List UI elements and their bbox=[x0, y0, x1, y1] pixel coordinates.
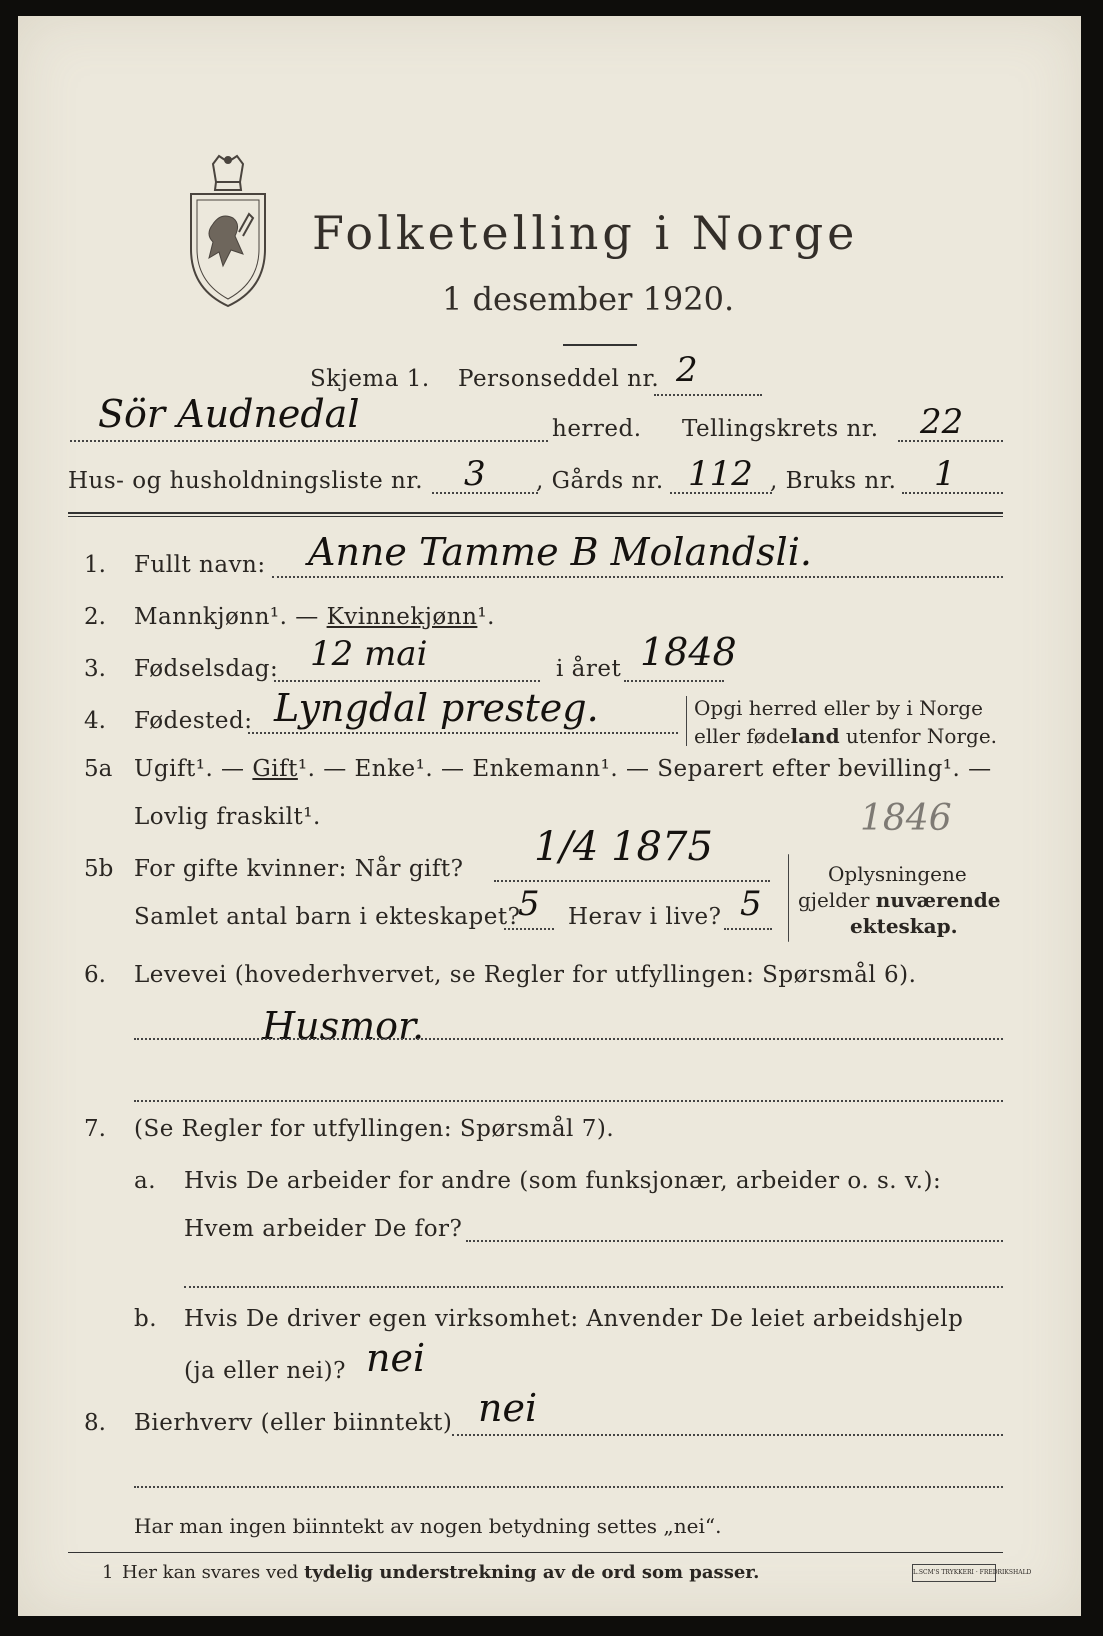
birthplace-note-bracket bbox=[686, 696, 687, 746]
status-gift-underlined: Gift bbox=[252, 756, 298, 782]
full-name-value: Anne Tamme B Molandsli. bbox=[308, 530, 812, 574]
q5a-number: 5a bbox=[84, 756, 113, 782]
birthday-value: 12 mai bbox=[310, 634, 428, 674]
side-income-line-1 bbox=[452, 1434, 1003, 1436]
q7-label: (Se Regler for utfyllingen: Spørsmål 7). bbox=[134, 1116, 615, 1142]
q3-number: 3. bbox=[84, 656, 106, 682]
personseddel-label: Personseddel nr. bbox=[458, 366, 660, 392]
tellingskrets-value: 22 bbox=[920, 402, 964, 442]
gender-female-option: Kvinnekjønn bbox=[326, 604, 478, 630]
herred-value: Sör Audnedal bbox=[98, 392, 360, 436]
q7-number: 7. bbox=[84, 1116, 106, 1142]
personseddel-value: 2 bbox=[676, 350, 698, 390]
birthplace-note-line1: Opgi herred eller by i Norge bbox=[694, 696, 983, 720]
q7a-letter: a. bbox=[134, 1168, 157, 1194]
gards-label: , Gårds nr. bbox=[536, 468, 664, 494]
q1-line bbox=[272, 576, 1003, 578]
children-alive-label: Herav i live? bbox=[568, 904, 722, 930]
birthplace-note-line2: eller fødeland utenfor Norge. bbox=[694, 724, 998, 748]
occupation-line-1 bbox=[134, 1038, 1003, 1040]
children-total-line bbox=[504, 928, 554, 930]
census-date: 1 desember 1920. bbox=[442, 280, 735, 318]
gender-male-option: Mannkjønn¹. — bbox=[134, 604, 319, 630]
printer-stamp: L.SCM'S TRYKKERI · FREDRIKSHALD bbox=[912, 1564, 996, 1582]
herred-line bbox=[70, 440, 548, 442]
status-other-options: ¹. — Enke¹. — Enkemann¹. — Separert efter bevilling¹. — bbox=[297, 756, 992, 782]
q7b-line1: Hvis De driver egen virksomhet: Anvender De leiet arbeidshjelp bbox=[184, 1306, 964, 1332]
birthday-line bbox=[274, 680, 540, 682]
skjema-label: Skjema 1. bbox=[310, 366, 430, 392]
gards-value: 112 bbox=[688, 454, 753, 494]
footnote-mark: 1 bbox=[102, 1562, 114, 1583]
q6-number: 6. bbox=[84, 962, 106, 988]
tellingskrets-label: Tellingskrets nr. bbox=[682, 416, 879, 442]
children-alive-line bbox=[724, 928, 772, 930]
header-rule-2 bbox=[68, 516, 1003, 517]
q5b-number: 5b bbox=[84, 856, 114, 882]
q8-number: 8. bbox=[84, 1410, 106, 1436]
married-date-label: For gifte kvinner: Når gift? bbox=[134, 856, 464, 882]
birthplace-value: Lyngdal presteg. bbox=[274, 686, 599, 730]
gender-footnote-mark: ¹. bbox=[477, 604, 495, 630]
husholdningsliste-label: Hus- og husholdningsliste nr. bbox=[68, 468, 424, 494]
hired-help-value: nei bbox=[366, 1336, 426, 1380]
birth-year-label: i året bbox=[556, 656, 622, 682]
title-divider bbox=[563, 344, 637, 346]
footnote-rule bbox=[68, 1552, 1003, 1553]
margin-note-1846: 1846 bbox=[860, 798, 952, 839]
birthplace-line bbox=[248, 732, 678, 734]
status-ugift: Ugift¹. — bbox=[134, 756, 245, 782]
marriage-note-line1: Oplysningene bbox=[828, 862, 967, 886]
bruks-label: , Bruks nr. bbox=[770, 468, 897, 494]
marital-status-options bbox=[134, 756, 992, 782]
birth-year-line bbox=[624, 680, 724, 682]
nei-instruction: Har man ingen biinntekt av nogen betydning settes „nei“. bbox=[134, 1514, 722, 1538]
q3-label: Fødselsdag: bbox=[134, 656, 279, 682]
marriage-note-bracket bbox=[788, 854, 789, 942]
side-income-value: nei bbox=[478, 1386, 538, 1430]
side-income-label: Bierhverv (eller biinntekt) bbox=[134, 1410, 453, 1436]
occupation-value: Husmor. bbox=[262, 1004, 425, 1048]
marriage-note-line3: ekteskap. bbox=[850, 914, 958, 938]
children-total-value: 5 bbox=[518, 884, 540, 924]
occupation-line-2 bbox=[134, 1100, 1003, 1102]
q1-label: Fullt navn: bbox=[134, 552, 266, 578]
q7b-line2: (ja eller nei)? bbox=[184, 1358, 346, 1384]
q7a-line1: Hvis De arbeider for andre (som funksjonær, arbeider o. s. v.): bbox=[184, 1168, 942, 1194]
children-alive-value: 5 bbox=[740, 884, 762, 924]
marriage-note-line2: gjelder nuværende bbox=[798, 888, 1001, 912]
q2-number: 2. bbox=[84, 604, 106, 630]
header-rule-1 bbox=[68, 512, 1003, 514]
husholdningsliste-value: 3 bbox=[464, 454, 486, 494]
personseddel-line bbox=[654, 394, 762, 396]
employer-line-1 bbox=[466, 1240, 1003, 1242]
footnote-text: Her kan svares ved tydelig understrekning av de ord som passer. bbox=[122, 1562, 760, 1583]
employer-line-2 bbox=[184, 1286, 1003, 1288]
side-income-line-2 bbox=[134, 1486, 1003, 1488]
birth-year-value: 1848 bbox=[640, 630, 737, 674]
herred-label: herred. bbox=[552, 416, 642, 442]
children-total-label: Samlet antal barn i ekteskapet? bbox=[134, 904, 521, 930]
occupation-label: Levevei (hovederhvervet, se Regler for utfyllingen: Spørsmål 6). bbox=[134, 962, 917, 988]
q7b-letter: b. bbox=[134, 1306, 158, 1332]
q4-number: 4. bbox=[84, 708, 106, 734]
norwegian-coat-of-arms-icon bbox=[183, 154, 273, 309]
form-title: Folketelling i Norge bbox=[312, 206, 859, 260]
married-date-value: 1/4 1875 bbox=[534, 824, 713, 870]
census-form-page bbox=[18, 16, 1081, 1616]
q1-number: 1. bbox=[84, 552, 106, 578]
q7a-line2: Hvem arbeider De for? bbox=[184, 1216, 463, 1242]
married-date-line bbox=[494, 880, 770, 882]
status-lovlig-fraskilt: Lovlig fraskilt¹. bbox=[134, 804, 321, 830]
q4-label: Fødested: bbox=[134, 708, 253, 734]
gender-options bbox=[134, 604, 495, 630]
bruks-value: 1 bbox=[934, 454, 956, 494]
